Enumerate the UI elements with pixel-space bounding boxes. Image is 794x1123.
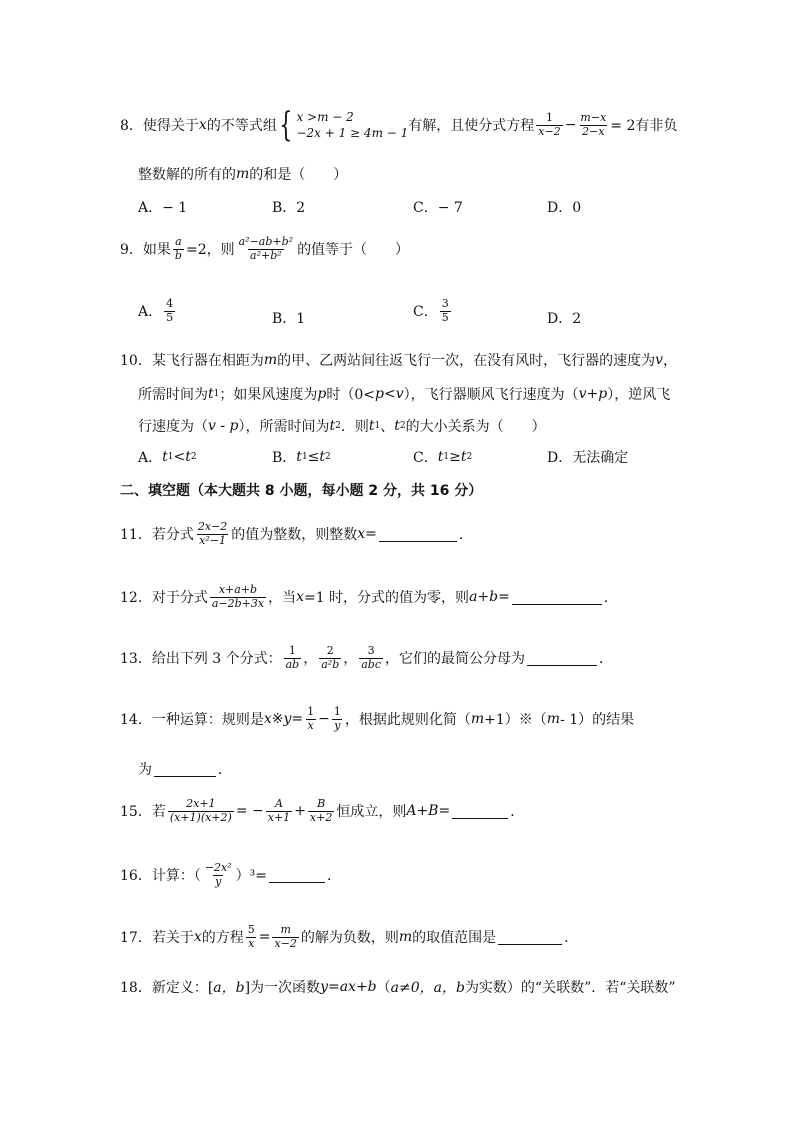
question-16: 16．计算：（ $\frac{\text{−2x²}}{y}$ ）³= ． [120, 861, 342, 888]
question-12: 12．对于分式 $\frac{x+a+b}{a-2b+3x}$ ，当 x =1 时，分式的值为零，则 a+b = ． [120, 583, 618, 610]
option-d[interactable]: D．无法确定 [547, 450, 629, 466]
question-11: 11．若分式 $\frac{2x-2}{\text{x²−1}}$ 的值为整数，则整数 x = ． [120, 520, 473, 547]
question-10-line-2: 所需时间为 t 1 ；如果风速度为 p 时（0< p < v ），飞行器顺风飞行速度为（ v+p ），逆风飞 [138, 386, 671, 403]
answer-blank[interactable] [498, 930, 562, 945]
fraction: $\frac{2x+1}{(x+1)(x+2)}$ [169, 797, 232, 824]
option-c[interactable]: C． $\frac{3}{5}$ [413, 297, 449, 324]
fraction: $\frac{a}{b}$ [174, 235, 182, 262]
answer-blank[interactable] [154, 762, 216, 777]
fraction: $\frac{\text{−2x²}}{y}$ [204, 861, 232, 888]
fraction: $\frac{x+a+b}{a-2b+3x}$ [211, 583, 265, 610]
fraction: $\frac{m-x}{2-x}$ [580, 110, 607, 138]
inequality-system [277, 105, 409, 145]
question-text: 使得关于 [142, 118, 199, 134]
question-13: 13．给出下列 3 个分式： $\frac{1}{ab}$ ， $\frac{2}{\text{a²b}}$ ， $\frac{3}{\text{abc}}$ ，它们的最简公分母为 ． [120, 644, 614, 671]
option-b[interactable]: B．2 [272, 200, 306, 216]
fraction: $\frac{B}{x+2}$ [309, 797, 333, 824]
option-c[interactable]: C．− 7 [413, 200, 463, 216]
fraction: $\frac{1}{x-2}$ [538, 110, 561, 138]
option-d[interactable]: D．2 [547, 311, 582, 327]
option-d[interactable]: D．0 [547, 200, 582, 216]
answer-blank[interactable] [452, 804, 508, 819]
answer-blank[interactable] [512, 590, 602, 605]
inequality-row-2: −2x + 1 ≥ 4m − 1 [296, 126, 409, 140]
question-14-line-2: 为 ． [138, 762, 232, 778]
option-a[interactable]: A． $\frac{4}{5}$ [138, 297, 174, 324]
fraction: $\frac{2x-2}{\text{x²−1}}$ [197, 520, 228, 547]
question-text: 的不等式组 [206, 118, 277, 134]
answer-blank[interactable] [527, 651, 597, 666]
fraction: $\frac{A}{x+1}$ [267, 797, 291, 824]
question-8-line-2: 整数解的所有的 m 的和是（ ） [138, 166, 348, 183]
section-heading: 二、填空题（本大题共 8 小题，每小题 2 分，共 16 分） [120, 483, 483, 499]
question-10-line-3: 行速度为（ v - p ），所需时间为 t 2 ．则 t 1 、 t 2 的大小关系为（ ） [138, 418, 546, 435]
option-a[interactable]: A． t 1 < t 2 [138, 449, 197, 466]
question-15: 15．若 $\frac{2x+1}{(x+1)(x+2)}$ = − $\frac{A}{x+1}$ + $\frac{B}{x+2}$ 恒成立，则 A+B = ． [120, 797, 525, 824]
fraction: $\frac{1}{x}$ [307, 705, 315, 732]
fraction: $\frac{\text{a²−ab+b²}}{\text{a²+b²}}$ [238, 235, 294, 262]
inequality-row-1: x >m − 2 [296, 109, 354, 124]
question-8-line-1 [120, 105, 678, 145]
fraction: $\frac{3}{\text{abc}}$ [361, 644, 382, 671]
fraction: $\frac{5}{x}$ [247, 923, 255, 950]
option-b[interactable]: B．1 [272, 311, 306, 327]
variable-x: x [198, 117, 207, 133]
question-number: 9． [120, 242, 143, 259]
fraction: $\frac{1}{ab}$ [285, 644, 300, 671]
question-number: 8． [120, 118, 143, 134]
fraction: $\frac{1}{y}$ [333, 705, 341, 732]
minus-sign: − [564, 117, 577, 133]
fraction: $\frac{m}{x-2}$ [274, 923, 297, 950]
option-c[interactable]: C． t 1 ≥ t 2 [413, 449, 473, 466]
answer-blank[interactable] [379, 527, 457, 542]
answer-blank[interactable] [269, 868, 325, 883]
question-text: = 2有非负 [610, 118, 678, 134]
fraction: $\frac{2}{\text{a²b}}$ [321, 644, 340, 671]
question-14-line-1: 14．一种运算：规则是 x ※ y = $\frac{1}{x}$ − $\frac{1}{y}$ ，根据此规则化简（ m +1）※（ m - 1）的结果 [120, 705, 635, 732]
question-18: 18．新定义：[ a，b ]为一次函数 y=ax+b （ a≠0，a，b 为实数）的“关联数”．若“关联数” [120, 979, 676, 996]
question-17: 17．若关于 x 的方程 $\frac{5}{x}$ = $\frac{m}{x-2}$ 的解为负数，则 m 的取值范围是 ． [120, 923, 579, 950]
question-10-line-1: 10．某飞行器在相距为 m 的甲、乙两站间往返飞行一次，在没有风时，飞行器的速度为 v ， [120, 352, 678, 369]
question-text: 有解，且使分式方程 [408, 118, 535, 134]
option-b[interactable]: B． t 1 ≤ t 2 [272, 449, 331, 466]
left-brace: { [279, 105, 293, 145]
option-a[interactable]: A．− 1 [138, 200, 188, 216]
question-9-line: 9． 如果 $\frac{a}{b}$ =2，则 $\frac{\text{a²−ab+b²}}{\text{a²+b²}}$ 的值等于（ ） [120, 235, 410, 262]
